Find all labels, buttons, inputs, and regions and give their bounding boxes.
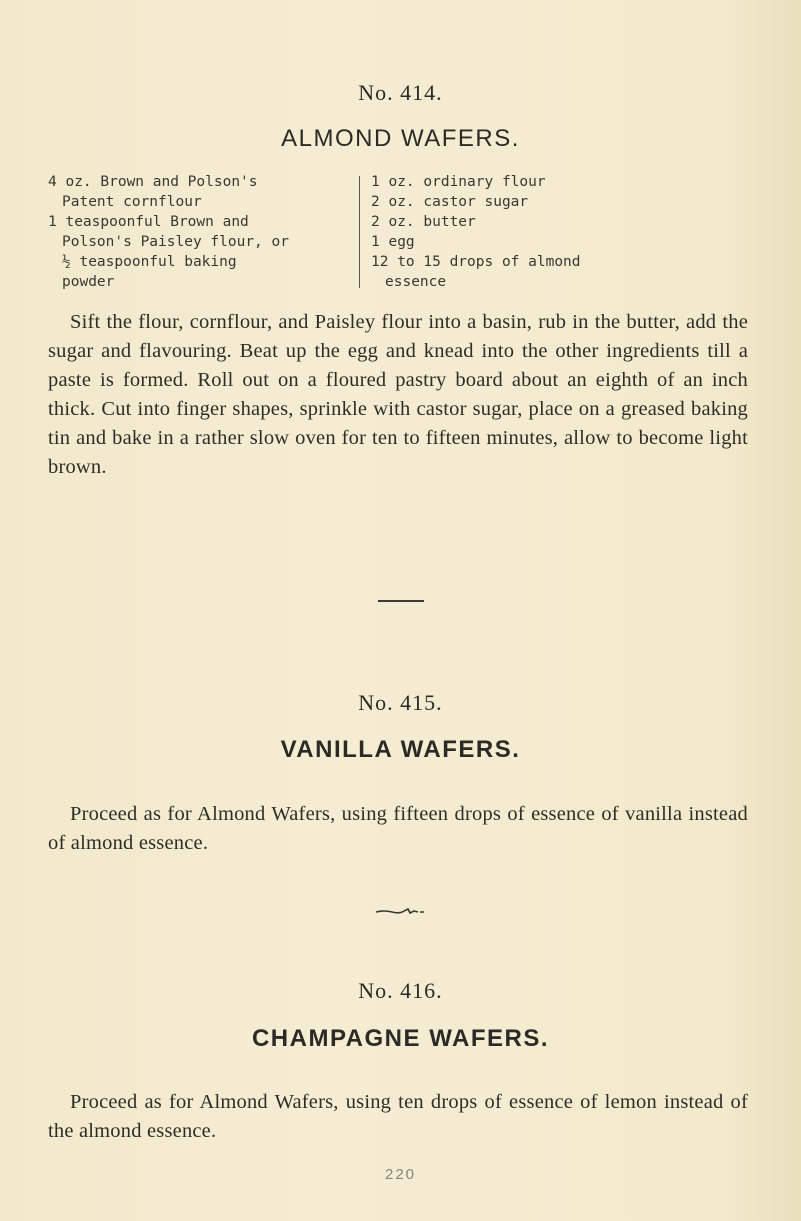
method-paragraph: Sift the flour, cornflour, and Paisley flour into a basin, rub in the butter, add the sugar and flavouring. Beat up the egg and knead into the other ingredients till a paste is formed. Roll out on a floured pastry board about an eighth of an inch thick. Cut into finger shapes, sprinkle with castor sugar, place on a greased baking tin and bake in a rather slow oven for ten to fifteen minutes, allow to become light brown. bbox=[48, 311, 748, 478]
recipe-title: ALMOND WAFERS. bbox=[281, 125, 520, 152]
ingredient-line: 12 to 15 drops of almond bbox=[371, 254, 581, 270]
ingredient-line: 1 oz. ordinary flour bbox=[371, 174, 546, 190]
method-paragraph: Proceed as for Almond Wafers, using fifteen drops of essence of vanilla instead of almond essence. bbox=[48, 803, 748, 854]
section-divider bbox=[378, 600, 424, 602]
ingredient-line: ½ teaspoonful baking bbox=[62, 254, 237, 270]
recipe-method bbox=[48, 308, 748, 482]
recipe-number: No. 414. bbox=[358, 80, 443, 105]
recipe-title: CHAMPAGNE WAFERS. bbox=[251, 1025, 550, 1052]
method-paragraph: Proceed as for Almond Wafers, using ten drops of essence of lemon instead of the almond essence. bbox=[48, 1091, 748, 1142]
recipe-number: No. 415. bbox=[358, 690, 443, 715]
ingredient-line: 2 oz. castor sugar bbox=[371, 194, 529, 210]
recipe-method bbox=[48, 1088, 748, 1146]
ingredient-line: 2 oz. butter bbox=[371, 214, 476, 230]
ornament-divider-icon bbox=[374, 906, 426, 916]
ingredient-line: Polson's Paisley flour, or bbox=[62, 234, 289, 250]
recipe-method bbox=[48, 800, 748, 858]
ingredients-column-left bbox=[48, 172, 338, 292]
ingredient-line: Patent cornflour bbox=[62, 194, 202, 210]
ingredient-line: 1 egg bbox=[371, 234, 415, 250]
page-number: 220 bbox=[384, 1166, 417, 1183]
ingredient-line: 1 teaspoonful Brown and bbox=[48, 214, 249, 230]
recipe-number: No. 416. bbox=[358, 978, 443, 1003]
ingredients-column-right bbox=[371, 172, 711, 292]
ingredients-list bbox=[48, 172, 688, 292]
recipe-title: VANILLA WAFERS. bbox=[280, 736, 521, 763]
ingredient-line: essence bbox=[385, 274, 447, 290]
column-divider bbox=[359, 176, 360, 288]
ingredient-line: 4 oz. Brown and Polson's bbox=[48, 174, 258, 190]
ingredient-line: powder bbox=[62, 274, 115, 290]
